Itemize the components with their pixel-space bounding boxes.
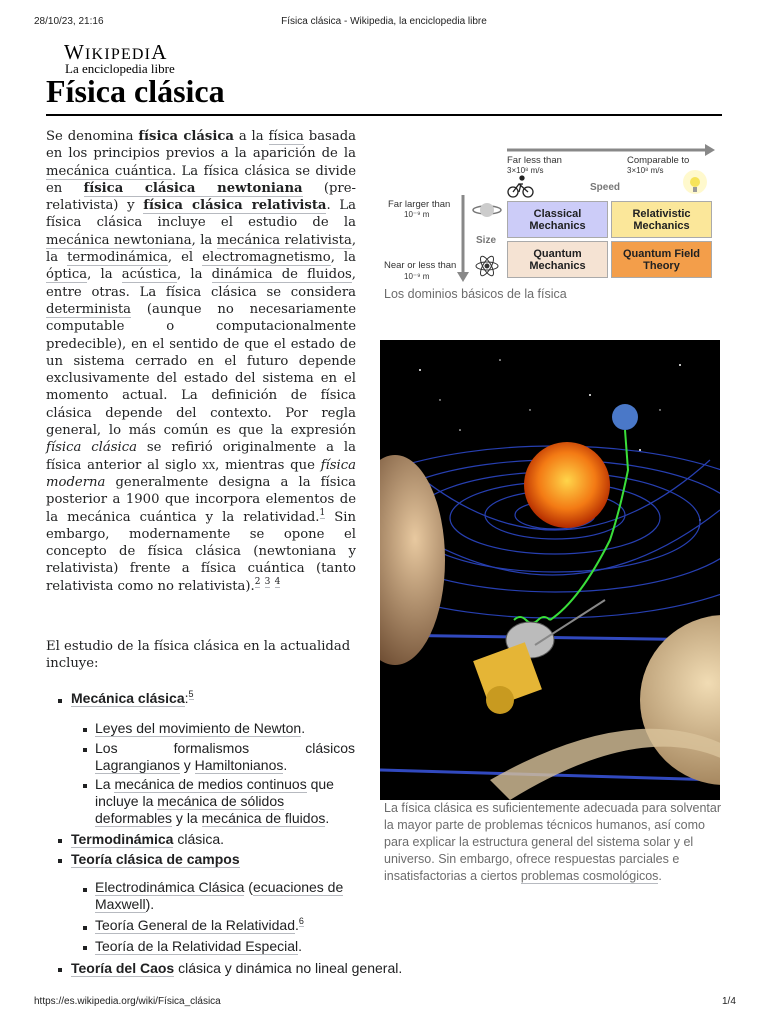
bullet xyxy=(58,968,62,972)
size-axis-label: Size xyxy=(476,235,497,246)
bullet xyxy=(83,728,87,732)
link-teoria-campos[interactable]: Teoría clásica de campos xyxy=(71,851,240,867)
figure1-caption: Los dominios básicos de la física xyxy=(384,287,567,301)
link-relatividad-especial[interactable]: Teoría de la Relatividad Especial xyxy=(95,938,299,954)
list-intro-paragraph: El estudio de la física clásica en la actualidad incluye: xyxy=(46,639,351,672)
bicycle-icon xyxy=(508,176,533,197)
intro-segment: , la xyxy=(330,250,356,266)
intro-segment: (aunque no necesariamente computable o computacionalmente predecible), en el sentido de que el estado de un sistema cerrado en el futuro depende exclusivamente del estado del sistema en el momento actual. La definición de física clásica depende del contexto. Por regla general, lo más común es que la expresión xyxy=(46,301,356,439)
w-formalismos: formalismos xyxy=(173,740,250,756)
pre: La xyxy=(95,776,115,792)
page-title: Física clásica xyxy=(46,73,225,109)
link-relatividad-general[interactable]: Teoría General de la Relatividad xyxy=(95,917,296,933)
figure2-caption-text: La física clásica es suficientemente adecuada para solventar la mayor parte de problemas técnicos humanos, así como para explicar la estructura general del sistema solar y el universo. Sin embargo, ofrece respuestas parciales e insatisfactorias a ciertos xyxy=(384,801,721,883)
planet-icon xyxy=(473,203,501,217)
speed-high-label: Comparable to xyxy=(627,155,690,166)
intro-segment: , la xyxy=(87,267,122,283)
wikipedia-tagline: La enciclopedia libre xyxy=(65,61,175,76)
ref-3[interactable]: 3 xyxy=(264,577,271,588)
print-datetime: 28/10/23, 21:16 xyxy=(34,16,104,27)
physics-domains-diagram xyxy=(383,140,718,285)
link-física-clásica-relativista[interactable]: física clásica relativista xyxy=(143,198,327,214)
size-small-label: Near or less than xyxy=(384,260,457,271)
link-hamiltonianos[interactable]: Hamiltonianos xyxy=(194,757,284,773)
link-termodinámica[interactable]: termodinámica xyxy=(67,250,168,266)
intro-segment: , la xyxy=(191,232,217,248)
link-física[interactable]: física xyxy=(268,129,304,144)
print-page-number: 1/4 xyxy=(722,996,736,1007)
end: ). xyxy=(145,896,155,912)
spacetime-illustration[interactable] xyxy=(380,340,720,800)
link-maxwell[interactable]: ecuaciones de Maxwell xyxy=(95,879,344,912)
link-acústica[interactable]: acústica xyxy=(121,267,178,283)
quantum-field-theory-box: Quantum Field Theory xyxy=(611,241,712,278)
list-item-newton xyxy=(95,720,305,736)
list-item-medios xyxy=(95,776,357,827)
speed-arrowhead xyxy=(705,144,715,156)
link-termodinamica[interactable]: Termodinámica xyxy=(71,831,174,847)
intro-segment: . La física clásica se divide en xyxy=(46,163,356,196)
atom-icon xyxy=(476,254,498,277)
list-item-formalismos xyxy=(95,740,355,774)
rest: clásica y dinámica no lineal general. xyxy=(174,960,403,976)
bullet xyxy=(83,888,87,892)
ref-5[interactable]: 5 xyxy=(188,689,194,700)
jupiter xyxy=(380,455,445,665)
spacetime-art xyxy=(380,340,720,800)
intro-segment: , el xyxy=(167,250,203,266)
link-electromagnetismo[interactable]: electromagnetismo xyxy=(202,250,331,266)
end: . xyxy=(325,810,330,826)
bullet xyxy=(83,946,87,950)
speed-low-value: 3×10⁸ m/s xyxy=(507,166,544,175)
intro-segment: Sin embargo, modernamente se opone el concepto de física clásica (newtoniana y relativista) frente a física cuántica (tanto relativista como no relativista). xyxy=(46,509,356,594)
intro-segment: Se denomina xyxy=(46,129,139,144)
intro-segment: se refirió originalmente a la física anterior al siglo xyxy=(46,440,356,473)
print-title: Física clásica - Wikipedia, la enciclopedia libre xyxy=(281,16,487,27)
link-dinámica-de-fluidos[interactable]: dinámica de fluidos xyxy=(211,267,352,283)
mid: y xyxy=(179,757,195,773)
link-problemas-cosmologicos[interactable]: problemas cosmológicos xyxy=(520,869,659,883)
list-item-relatividad-especial xyxy=(95,938,302,954)
link-óptica[interactable]: óptica xyxy=(46,267,88,283)
end: . xyxy=(283,757,288,773)
mid: que incluye la xyxy=(95,776,334,809)
link-electrodinamica[interactable]: Electrodinámica Clásica xyxy=(95,879,245,895)
sep: : xyxy=(184,690,189,706)
w-los: Los xyxy=(95,740,118,756)
list-item-termodinamica xyxy=(71,831,224,847)
intro-segment: , la xyxy=(177,267,212,283)
wordmark-A: A xyxy=(151,40,168,64)
wordmark-W: W xyxy=(64,40,86,64)
list-item-caos xyxy=(71,960,402,976)
speed-axis-label: Speed xyxy=(590,182,621,193)
intro-segment: , la xyxy=(46,232,357,266)
sun xyxy=(524,442,610,528)
w-clasicos: clásicos xyxy=(305,740,355,756)
bullet xyxy=(83,926,87,930)
bullet xyxy=(83,784,87,788)
end: . xyxy=(298,938,303,954)
link-teoria-caos[interactable]: Teoría del Caos xyxy=(71,960,175,976)
bullet xyxy=(58,699,62,703)
intro-segment: , mientras que xyxy=(215,457,321,473)
wordmark-rest: IKIPEDI xyxy=(85,46,152,63)
size-large-value: 10⁻⁹ m xyxy=(404,210,430,219)
list-item-campos xyxy=(71,851,240,867)
intro-segment: física clásica xyxy=(46,440,137,456)
size-small-value: 10⁻⁹ m xyxy=(404,272,430,281)
list-item-relatividad-general xyxy=(95,917,304,933)
list-item-electrodinamica xyxy=(95,879,357,913)
link-mecanica-fluidos[interactable]: mecánica de fluidos xyxy=(201,810,326,826)
link-mecanica-clasica[interactable]: Mecánica clásica xyxy=(71,690,185,706)
caption-end: . xyxy=(658,869,662,883)
classical-mechanics-box: Classical Mechanics xyxy=(507,201,608,238)
link-solidos-deformables[interactable]: mecánica de sólidos deformables xyxy=(95,793,285,826)
ref-2[interactable]: 2 xyxy=(254,577,261,588)
intro-segment: generalmente designa a la física posterior a 1900 que incorpora elementos de la mecánica cuántica y la relatividad. xyxy=(46,474,356,525)
intro-segment: (pre-relativista) y xyxy=(46,180,356,214)
earth xyxy=(612,404,638,430)
ref-1[interactable]: 1 xyxy=(319,508,326,519)
link-leyes-newton[interactable]: Leyes del movimiento de Newton xyxy=(95,720,302,736)
mid2: y la xyxy=(172,810,202,826)
bullet xyxy=(83,748,87,752)
formalismos-line1 xyxy=(95,740,355,757)
bullet xyxy=(58,839,62,843)
ref-4[interactable]: 4 xyxy=(274,577,281,588)
intro-segment: basada en los principios previos a la aparición de la xyxy=(46,129,356,162)
ref-6[interactable]: 6 xyxy=(298,916,304,927)
list-item-mecanica xyxy=(71,690,194,706)
link-mecánica-relativista[interactable]: mecánica relativista xyxy=(216,232,352,248)
link-mecánica-newtoniana[interactable]: mecánica newtoniana xyxy=(46,232,192,248)
size-arrowhead xyxy=(457,272,469,282)
figure2-caption xyxy=(384,800,724,885)
intro-segment: , entre otras. La física clásica se considera xyxy=(46,267,356,300)
rest: clásica. xyxy=(173,831,225,847)
print-url: https://es.wikipedia.org/wiki/Física_clásica xyxy=(34,996,221,1007)
quantum-mechanics-box: Quantum Mechanics xyxy=(507,241,608,278)
link-lagrangianos[interactable]: Lagrangianos xyxy=(95,757,180,773)
speed-low-label: Far less than xyxy=(507,155,562,166)
intro-segment: física clásica xyxy=(138,129,234,144)
link-determinista[interactable]: determinista xyxy=(46,301,132,317)
relativistic-mechanics-box: Relativistic Mechanics xyxy=(611,201,712,238)
mid: ( xyxy=(244,879,253,895)
intro-segment: física moderna xyxy=(46,457,356,490)
light-bulb-icon xyxy=(683,170,707,194)
link-mecánica-cuántica[interactable]: mecánica cuántica xyxy=(46,163,172,179)
link-física-clásica-newtoniana[interactable]: física clásica newtoniana xyxy=(83,180,303,196)
end: . xyxy=(301,720,306,736)
size-large-label: Far larger than xyxy=(388,199,451,210)
speed-high-value: 3×10⁸ m/s xyxy=(627,166,664,175)
intro-segment: a la xyxy=(233,129,269,144)
link-medios-continuos[interactable]: mecánica de medios continuos xyxy=(114,776,307,792)
intro-segment: xx xyxy=(202,457,216,473)
end: . xyxy=(295,917,299,933)
intro-segment: . La física clásica incluye el estudio de la xyxy=(46,198,356,231)
formalismos-line2 xyxy=(95,757,355,774)
bullet xyxy=(58,859,62,863)
